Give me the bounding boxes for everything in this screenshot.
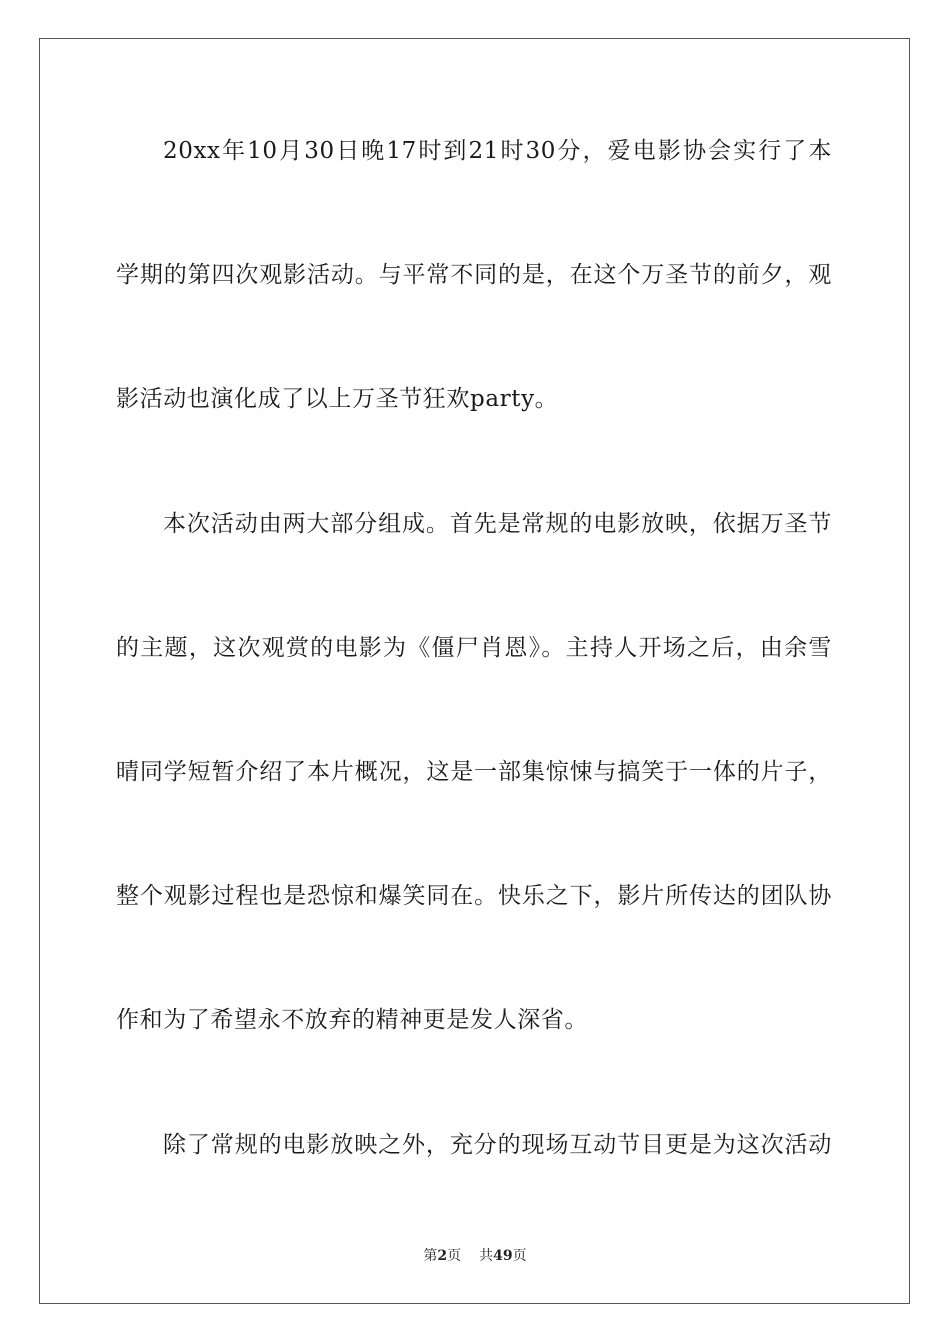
page-number: 2 (437, 1248, 448, 1264)
total-suffix: 页 (512, 1248, 527, 1264)
paragraph-2-line-5: 作和为了希望永不放弃的精神更是发人深省。 (116, 1007, 588, 1033)
page-footer (0, 1247, 950, 1265)
total-pages: 49 (493, 1248, 513, 1264)
paragraph-1-line-2: 学期的第四次观影活动。与平常不同的是，在这个万圣节的前夕，观 (116, 262, 832, 288)
page-suffix: 页 (447, 1248, 462, 1264)
paragraph-2-line-4: 整个观影过程也是恐惊和爆笑同在。快乐之下，影片所传达的团队协 (116, 883, 832, 909)
paragraph-1-line-1: 20xx年10月30日晚17时到21时30分，爱电影协会实行了本 (163, 138, 832, 164)
paragraph-2-line-3: 晴同学短暂介绍了本片概况，这是一部集惊悚与搞笑于一体的片子， (116, 759, 832, 785)
total-prefix: 共 (479, 1248, 494, 1264)
page-prefix: 第 (423, 1248, 438, 1264)
paragraph-2-line-2: 的主题，这次观赏的电影为《僵尸肖恩》。主持人开场之后，由余雪 (116, 635, 832, 661)
page-border (39, 38, 910, 1304)
paragraph-2-line-1: 本次活动由两大部分组成。首先是常规的电影放映，依据万圣节 (163, 511, 832, 537)
paragraph-1-line-3: 影活动也演化成了以上万圣节狂欢party。 (116, 386, 559, 412)
paragraph-3-line-1: 除了常规的电影放映之外，充分的现场互动节目更是为这次活动 (163, 1132, 832, 1158)
